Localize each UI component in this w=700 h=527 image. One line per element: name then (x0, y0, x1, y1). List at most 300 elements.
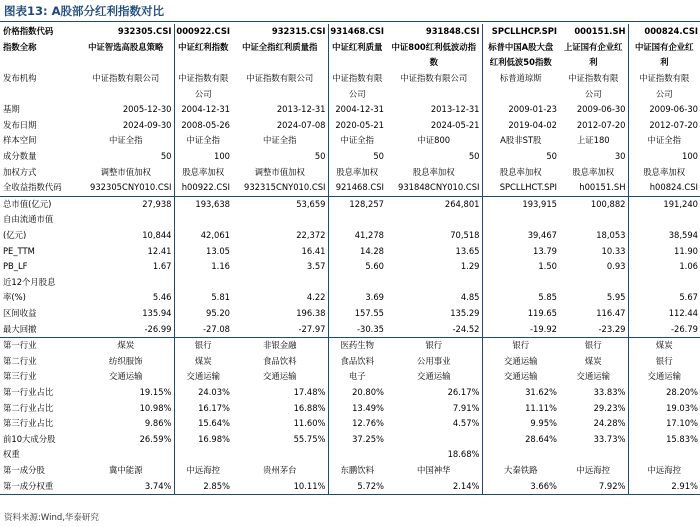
table-cell (482, 212, 559, 228)
table-cell: 13.65 (455, 245, 480, 256)
row-label: PB_LF (3, 261, 28, 272)
table-cell (78, 212, 174, 228)
table-cell: 中证指数有限公司 (92, 73, 160, 84)
table-cell: 2024-07-08 (276, 119, 326, 130)
table-cell: 股息率加权 (572, 166, 615, 177)
table-cell: 2008-05-26 (174, 118, 232, 134)
table-row (0, 447, 700, 463)
table-cell (78, 55, 174, 71)
row-label (0, 55, 78, 71)
table-cell: h00824.CSI (628, 180, 700, 196)
table-cell: -24.52 (452, 323, 480, 334)
table-cell: 41,278 (328, 228, 386, 244)
table-cell: -23.29 (598, 323, 626, 334)
table-cell: SPCLLHCT.SPI (482, 180, 559, 196)
table-cell: 数 (429, 57, 438, 68)
table-row (0, 133, 700, 149)
table-cell: 2024-09-30 (122, 119, 172, 130)
row-label: (亿元) (3, 230, 27, 241)
table-cell: 中证智选高股息策略 (88, 41, 164, 52)
table-cell (628, 447, 700, 463)
table-cell: 15.64% (174, 416, 232, 432)
table-cell: 交通运输 (174, 369, 232, 385)
row-label: 区间收益 (3, 307, 37, 318)
table-cell: 交通运输 (576, 371, 610, 382)
source-note: 资料来源:Wind,华泰研究 (4, 513, 99, 523)
table-cell: 1.06 (628, 259, 700, 275)
table-cell: 上证国有企业红 (563, 41, 623, 52)
row-label: 全收益指数代码 (3, 182, 62, 193)
table-cell: 10.11% (232, 478, 328, 494)
row-label: 第二行业 (3, 355, 37, 366)
row-label: 总市值(亿元) (0, 196, 78, 212)
table-cell: 50 (314, 151, 326, 162)
table-cell: 利 (628, 55, 700, 71)
title-bar (0, 0, 700, 22)
table-cell: 中远海控 (576, 464, 610, 475)
table-cell: -30.35 (328, 321, 386, 337)
table-cell: 100,882 (559, 196, 628, 212)
table-cell: 13.05 (174, 243, 232, 259)
table-cell: 39,467 (482, 228, 559, 244)
table-row (0, 463, 700, 479)
table-cell: 2004-12-31 (328, 102, 386, 118)
table-cell: 2.91% (628, 478, 700, 494)
table-cell: 标普中国A股大盘 (482, 40, 559, 56)
table-cell: 7.92% (559, 478, 628, 494)
table-cell: 000824.CSI (628, 24, 700, 40)
table-cell: 红利低波50指数 (482, 55, 559, 71)
table-cell: 921468.CSI (328, 180, 386, 196)
table-cell: 中证指数有限公司 (246, 73, 314, 84)
table-cell: 95.20 (174, 306, 232, 322)
table-row (0, 212, 700, 228)
row-label: 发布日期 (3, 119, 37, 130)
table-cell (232, 86, 328, 102)
table-cell: 中证指数有限 (174, 71, 232, 87)
row-label: 价格指数代码 (3, 26, 54, 37)
table-cell: 中证全指 (263, 135, 297, 146)
table-cell: 中证指数有限 (628, 71, 700, 87)
table-cell: 公司 (174, 86, 232, 102)
table-cell (482, 447, 559, 463)
table-cell: 119.65 (482, 306, 559, 322)
table-row (0, 71, 700, 87)
table-cell: 中远海控 (628, 463, 700, 479)
table-cell: 50 (160, 151, 172, 162)
table-cell (232, 447, 328, 463)
table-row (0, 149, 700, 165)
table-cell: 7.91% (452, 402, 480, 413)
table-row (0, 259, 700, 275)
row-label: 第一行业占比 (3, 386, 54, 397)
table-cell: 26.59% (139, 433, 172, 444)
table-cell: 2009-01-23 (482, 102, 559, 118)
table-cell: 931468.CSI (328, 24, 386, 40)
table-cell: 16.17% (174, 400, 232, 416)
table-cell: 5.95 (606, 292, 626, 303)
table-cell: 11.90 (628, 243, 700, 259)
row-label: 第一行业 (0, 337, 78, 353)
table-cell: 100 (174, 149, 232, 165)
table-cell: 10.33 (601, 245, 626, 256)
table-cell: 中国神华 (417, 464, 451, 475)
table-cell: 19.03% (628, 400, 700, 416)
table-cell: 931848CNY010.CSI (398, 182, 480, 193)
table-cell: 16.98% (174, 431, 232, 447)
table-cell: 非银金融 (232, 337, 328, 353)
table-row (0, 180, 700, 196)
table-row (0, 385, 700, 401)
table-cell: 1.29 (460, 261, 480, 272)
table-cell: 37.25% (328, 431, 386, 447)
table-cell: 中证指数有限公司 (400, 73, 468, 84)
table-cell: 18,053 (596, 230, 626, 241)
table-cell: SPCLLHCP.SPI (482, 24, 559, 40)
table-cell: 17.10% (628, 416, 700, 432)
table-row (0, 228, 700, 244)
table-cell: 5.67 (628, 290, 700, 306)
table-cell: 157.55 (328, 306, 386, 322)
table-cell: 中证全指 (109, 135, 143, 146)
table-cell: 3.74% (78, 478, 174, 494)
table-row (0, 353, 700, 369)
table-cell: 交通运输 (628, 369, 700, 385)
table-cell: 交通运输 (482, 353, 559, 369)
table-cell: 交通运输 (109, 371, 143, 382)
table-cell (328, 55, 386, 71)
table-cell: 5.46 (152, 292, 172, 303)
table-cell: 中证全指 (174, 133, 232, 149)
table-cell: 50 (468, 151, 480, 162)
table-cell: 2019-04-02 (482, 118, 559, 134)
row-label: 指数全称 (3, 41, 37, 52)
row-label: 前10大成分股 (3, 433, 56, 444)
table-cell: 医药生物 (328, 337, 386, 353)
row-label: PE_TTM (3, 245, 35, 256)
table-cell: 2009-06-30 (628, 102, 700, 118)
table-cell: 股息率加权 (412, 166, 455, 177)
table-cell: 2013-12-31 (430, 104, 480, 115)
table-cell: 70,518 (450, 230, 480, 241)
table-cell: 中证指数有限 (328, 71, 386, 87)
table-cell (628, 275, 700, 291)
table-cell: 932315.CSI (271, 26, 326, 37)
table-cell: 煤炭 (628, 337, 700, 353)
table-cell: 中证800 (417, 135, 451, 146)
table-row (0, 118, 700, 134)
table-cell: 中证红利指数 (174, 40, 232, 56)
table-cell: 煤炭 (174, 353, 232, 369)
table-cell: 2004-12-31 (174, 102, 232, 118)
table-cell: 中远海控 (174, 463, 232, 479)
table-cell: 2009-06-30 (576, 104, 626, 115)
table-cell (386, 275, 482, 291)
table-cell: 10.98% (139, 402, 172, 413)
row-label: 发布机构 (3, 73, 37, 84)
table-cell: 17.48% (293, 386, 326, 397)
table-cell: 13.79 (482, 243, 559, 259)
table-cell: 20.80% (328, 385, 386, 401)
table-cell: 3.66% (482, 478, 559, 494)
row-label: 第一成分股 (3, 464, 45, 475)
table-cell: 煤炭 (78, 337, 174, 353)
row-label: 成分数量 (3, 151, 37, 162)
row-label: 第三行业占比 (3, 418, 54, 429)
table-cell: 5.60 (328, 259, 386, 275)
table-row (0, 102, 700, 118)
table-cell: 53,659 (232, 196, 328, 212)
table-cell: 135.94 (142, 307, 172, 318)
table-cell: 食品饮料 (263, 355, 297, 366)
table-cell: 银行 (482, 337, 559, 353)
table-cell: 116.47 (596, 307, 626, 318)
table-cell (78, 275, 174, 291)
table-row (0, 290, 700, 306)
table-cell (174, 212, 232, 228)
table-cell: 50 (482, 149, 559, 165)
table-cell: 5.85 (482, 290, 559, 306)
table-cell: 28.64% (482, 431, 559, 447)
table-cell: 29.23% (593, 402, 626, 413)
table-cell: 24.03% (174, 385, 232, 401)
table-cell: 中证国有企业红 (628, 40, 700, 56)
table-row (0, 306, 700, 322)
table-cell: 191,240 (628, 196, 700, 212)
table-cell: 196.38 (296, 307, 326, 318)
table-cell: 2020-05-21 (328, 118, 386, 134)
table-cell: 16.41 (301, 245, 326, 256)
row-label: 第一成分权重 (0, 478, 78, 494)
table-cell: 银行 (386, 337, 482, 353)
row-label: 最大回撤 (3, 323, 37, 334)
table-row (0, 55, 700, 71)
table-row (0, 196, 700, 212)
table-cell: 932305.CSI (117, 26, 172, 37)
table-cell: h00151.SH (579, 182, 626, 193)
table-cell: 中证红利质量 (328, 40, 386, 56)
table-cell (232, 55, 328, 71)
table-cell (328, 212, 386, 228)
table-cell: 股息率加权 (482, 164, 559, 180)
table-cell: -27.08 (174, 321, 232, 337)
table-cell (78, 447, 174, 463)
table-cell: 4.57% (452, 418, 480, 429)
table-cell (628, 212, 700, 228)
table-cell: 16.88% (293, 402, 326, 413)
row-label: 第三行业 (3, 371, 37, 382)
row-label (0, 86, 78, 102)
table-cell: 264,801 (386, 196, 482, 212)
table-cell (174, 447, 232, 463)
table-cell: 2.85% (174, 478, 232, 494)
table-cell: 银行 (559, 337, 628, 353)
table-cell: 2.14% (386, 478, 482, 494)
row-label: 权重 (3, 449, 20, 460)
table-cell: 2012-07-20 (628, 118, 700, 134)
table-cell: 28.20% (628, 385, 700, 401)
table-cell: -26.79 (628, 321, 700, 337)
table-cell: 银行 (174, 337, 232, 353)
comparison-table (0, 24, 700, 495)
table-cell: 128,257 (328, 196, 386, 212)
table-cell (482, 275, 559, 291)
table-cell (328, 275, 386, 291)
table-cell (386, 431, 482, 447)
table-cell: 银行 (628, 353, 700, 369)
table-cell: 24.28% (593, 418, 626, 429)
table-cell: 股息率加权 (628, 164, 700, 180)
row-label: 加权方式 (3, 166, 37, 177)
table-cell: -27.97 (298, 323, 326, 334)
table-cell: 000922.CSI (174, 24, 232, 40)
table-cell: 14.28 (328, 243, 386, 259)
table-cell: 公司 (584, 88, 602, 99)
table-cell: 18.68% (447, 449, 480, 460)
table-cell: 交通运输 (417, 371, 451, 382)
table-cell: 煤炭 (584, 355, 602, 366)
table-cell (328, 447, 386, 463)
table-cell (78, 86, 174, 102)
table-cell: 电子 (328, 369, 386, 385)
table-cell: 931848.CSI (425, 26, 480, 37)
row-label: 近12个月股息 (3, 276, 56, 287)
table-cell: -19.92 (482, 321, 559, 337)
table-cell: 股息率加权 (174, 164, 232, 180)
table-cell (174, 275, 232, 291)
table-row (0, 275, 700, 291)
table-cell: 股息率加权 (328, 164, 386, 180)
table-cell: 1.50 (482, 259, 559, 275)
table-row (0, 478, 700, 494)
table-cell: 112.44 (628, 306, 700, 322)
table-cell: 交通运输 (482, 369, 559, 385)
table-cell (559, 447, 628, 463)
table-cell: 2012-07-20 (576, 119, 626, 130)
table-cell (386, 86, 482, 102)
table-cell: 000151.SH (574, 26, 626, 37)
table-cell (386, 212, 482, 228)
table-cell: 193,638 (174, 196, 232, 212)
table-row (0, 416, 700, 432)
table-row (0, 321, 700, 337)
table-cell: 15.83% (628, 431, 700, 447)
table-cell: 30 (614, 151, 626, 162)
table-cell: 13.49% (328, 400, 386, 416)
row-label: 样本空间 (3, 135, 37, 146)
table-row (0, 164, 700, 180)
table-cell: 中证全指红利质量指 (242, 41, 318, 52)
table-cell: 公用事业 (417, 355, 451, 366)
table-cell: 调整市值加权 (100, 166, 151, 177)
figure-title: 图表13: A股部分红利指数对比 (4, 4, 165, 18)
table-cell: 22,372 (296, 230, 326, 241)
row-label: 基期 (3, 104, 20, 115)
table-cell: 中证全指 (328, 133, 386, 149)
table-cell: 12.76% (328, 416, 386, 432)
table-cell: 932315CNY010.CSI (244, 182, 326, 193)
table-cell: 19.15% (139, 386, 172, 397)
table-cell (559, 275, 628, 291)
table-cell: 2005-12-30 (122, 104, 172, 115)
table-row (0, 40, 700, 56)
table-cell: 26.17% (447, 386, 480, 397)
table-cell: 4.22 (306, 292, 326, 303)
table-cell: 4.85 (460, 292, 480, 303)
table-cell: 0.93 (606, 261, 626, 272)
table-row (0, 369, 700, 385)
table-cell: 1.67 (152, 261, 172, 272)
row-label: 第二行业占比 (3, 402, 54, 413)
row-label: 率(%) (3, 292, 26, 303)
table-cell: 东鹏饮料 (328, 463, 386, 479)
table-cell: 冀中能源 (109, 464, 143, 475)
table-cell: h00922.CSI (174, 180, 232, 196)
table-cell (232, 275, 328, 291)
table-cell: A股非ST股 (482, 133, 559, 149)
table-cell: 公司 (628, 86, 700, 102)
table-cell: 5.72% (328, 478, 386, 494)
table-cell: 公司 (328, 86, 386, 102)
table-cell: 38,594 (628, 228, 700, 244)
table-cell: 9.86% (144, 418, 172, 429)
table-row (0, 24, 700, 40)
table-cell: 利 (589, 57, 598, 68)
table-cell: 上证180 (576, 135, 610, 146)
table-cell: 交通运输 (263, 371, 297, 382)
table-cell: 135.29 (450, 307, 480, 318)
table-cell: 2024-05-21 (430, 119, 480, 130)
table-cell: 33.83% (593, 386, 626, 397)
table-cell: -26.99 (144, 323, 172, 334)
table-cell: 50 (328, 149, 386, 165)
table-row (0, 400, 700, 416)
table-cell: 1.16 (174, 259, 232, 275)
table-cell: 27,938 (78, 196, 174, 212)
table-cell: 42,061 (174, 228, 232, 244)
table-cell (559, 212, 628, 228)
table-cell: 中证全指 (628, 133, 700, 149)
table-cell (174, 55, 232, 71)
table-cell: 标普道琼斯 (482, 71, 559, 87)
table-cell: 大秦铁路 (482, 463, 559, 479)
table-cell: 100 (628, 149, 700, 165)
table-cell: 食品饮料 (328, 353, 386, 369)
table-cell: 3.69 (328, 290, 386, 306)
table-cell: 5.81 (174, 290, 232, 306)
table-cell: 193,915 (482, 196, 559, 212)
table-cell: 2013-12-31 (276, 104, 326, 115)
table-cell: 10,844 (142, 230, 172, 241)
table-cell: 11.60% (293, 418, 326, 429)
table-cell (482, 86, 559, 102)
table-cell: 9.95% (482, 416, 559, 432)
table-cell: 12.41 (147, 245, 172, 256)
table-row (0, 431, 700, 447)
table-cell: 33.73% (593, 433, 626, 444)
table-cell: 55.75% (293, 433, 326, 444)
table-cell (232, 212, 328, 228)
table-row (0, 337, 700, 353)
table-cell: 31.62% (482, 385, 559, 401)
table-cell: 3.57 (306, 261, 326, 272)
row-label: 自由流通市值 (3, 214, 54, 225)
table-cell: 中证指数有限 (568, 73, 619, 84)
table-cell: 932305CNY010.CSI (90, 182, 172, 193)
table-cell: 中证800红利低波动指 (391, 41, 476, 52)
table-cell: 11.11% (482, 400, 559, 416)
table-cell: 贵州茅台 (263, 464, 297, 475)
